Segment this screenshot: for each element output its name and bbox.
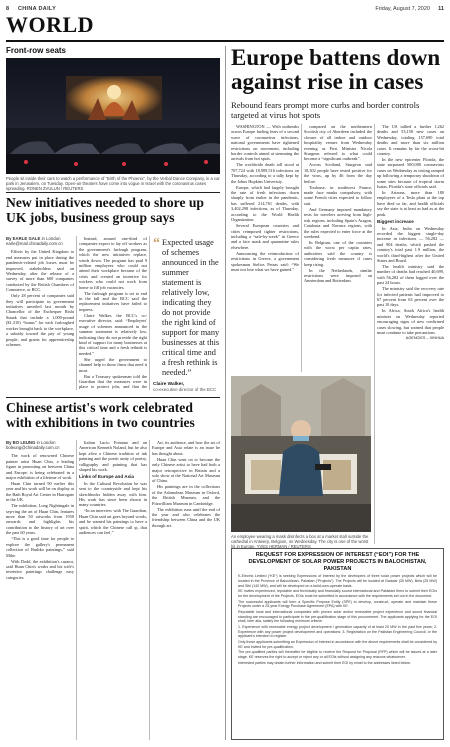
- art-paragraph: Huan Chin turned 90 earlier this year and his work will be on display at the Bath Royal Art Center in Harrogate in the UK.: [6, 481, 74, 503]
- art-column-2: [79, 440, 147, 740]
- art-paragraph: With Dodd, the exhibition's curator, said Huan Chin's works and his wife's inventive paintings challenge easy categories.: [6, 558, 74, 580]
- europe-agency-credit: AGENCIES – XINHUA: [405, 336, 444, 340]
- jobs-column-2: [79, 236, 147, 390]
- jobs-paragraph: She urged the government to channel help to those firms that need it most.: [79, 356, 147, 373]
- jobs-byline-location: in London: [41, 236, 61, 241]
- europe-paragraph: The worldwide death toll stood at 707,724 with 18,909,516 infections on Thursday, according to a tally kept by the Johns Hopkins University.: [231, 162, 299, 184]
- jobs-column-1: [6, 236, 74, 390]
- art-paragraph: “In an interview with The Guardian, Huan Chin said art goes beyond words, and he wanted his paintings to have a spirit, which the Chinese call qi, that audiences can feel.”: [79, 508, 147, 536]
- column-divider: [301, 124, 302, 372]
- europe-paragraph: WASHINGTON — With outbreaks across Europe fueling fears of a second wave of coronavirus infections, national governments have tightened restrictions on movement, including border controls aimed at stemming the arrivals from hot spots.: [231, 124, 299, 162]
- rfp-paragraph: Only those applicants submitting an Expression of Interest in accordance with the above requirements shall be considered by KE and invited for pre-qualification.: [238, 640, 437, 649]
- page-column-divider: [225, 46, 226, 740]
- jobs-byline: [6, 236, 74, 246]
- europe-paragraph: The health ministry said the number of deaths had reached 40,699, with 56,282 of them logged over the past 24 hours.: [377, 263, 444, 286]
- page-number-left: 8: [6, 6, 10, 12]
- art-column-3: [152, 440, 220, 740]
- europe-paragraph: The ministry said the recovery rate for infected patients had improved to 67 percent from 63 percent over the past 10 days.: [377, 286, 444, 308]
- europe-paragraph: In Asia, India on Wednesday recorded the biggest single-day increase in infections — 56,282 — and 904 deaths, which pushed the country's total past 1.9 million, the world's third-highest after the United States and Brazil.: [377, 225, 444, 263]
- art-paragraph: His paintings are in the collections of the Ashmolean Museum in Oxford, the British Museum, and the Fitzwilliam Museum in Cambridge.: [152, 484, 220, 506]
- newspaper-name: CHINA DAILY: [18, 6, 57, 12]
- art-subheading: Links of Europe and Asia: [79, 474, 134, 480]
- art-paragraph: “This is a good time for people to explore the gallery's permanent collection of Bashko paintings,” said Mike.: [6, 536, 74, 558]
- pull-quote-text: Expected usage of schemes announced in the summer statement is relatively low, indicating they do not provide the right kind of support for many businesses at this critical time and a fresh rethink is needed.”: [162, 238, 220, 377]
- jobs-paragraph: Only 28 percent of companies said they will participate in government initiatives unveiled last month by Chancellor of the Exchequer Rishi Sunak that include a 1,000-pound ($1,310) “bonus” for each furloughed worker brought back to the workplace, a subsidy toward the pay of young people, and grants for apprenticeship schemes.: [6, 293, 74, 347]
- jobs-byline-email: earle@mail.chinadaily.com.cn: [6, 241, 63, 247]
- art-column-1: [6, 440, 74, 740]
- art-paragraph: Italian Lucio Fontana and an American Kenneth Noland, but he also kept alive a Chinese tradition of ink painting and the poetic unity of poetry, calligraphy and painting that has shaped his work.: [79, 440, 147, 473]
- column-divider: [149, 236, 150, 390]
- art-byline-name: By BO LEUNG: [6, 440, 36, 445]
- rfp-paragraph: KE invites experienced, reputable and technically and financially sound international and Pakistani firms to submit their EOIs for the development of the Projects. EOIs must be submitted in accordance with the requirements set out in the document.: [238, 589, 437, 598]
- jobs-top-rule: [6, 192, 220, 193]
- rfp-advertisement: [231, 548, 444, 740]
- europe-paragraph: Across Scotland, Sturgeon said 18,302 people have tested positive for the virus, up by 46 from the day before.: [304, 162, 372, 184]
- europe-column-3: [377, 124, 444, 544]
- art-paragraph: The work of renowned Chinese painter artist Huan Chin, a leading figure in promoting art between China and Europe, is being celebrated in a major exhibition of a lifetime of work.: [6, 453, 74, 481]
- europe-paragraph: Announcing the reintroduction of restrictions in Greece, a government spokesman Stelios Petsas said: “We must not lose what we have gained.”: [231, 250, 299, 272]
- issue-date: Friday, August 7, 2020: [375, 6, 430, 12]
- rfp-title: REQUEST FOR EXPRESSION OF INTEREST (“EOI”) FOR THE DEVELOPMENT OF SOLAR POWER PROJECTS IN BALOCHISTAN, PAKISTAN: [248, 552, 427, 572]
- europe-paragraph: In Belgium, one of the countries with the worst per capita rates, authorities said the country is considering fresh measures if cases keep rising.: [304, 239, 372, 267]
- column-divider: [374, 124, 375, 544]
- drive-in-theater-photo: [6, 58, 220, 174]
- section-rule: [6, 40, 444, 42]
- jobs-byline-name: By EARLE GALE: [6, 236, 41, 241]
- pull-quote-title: co-executive director of the BCC: [153, 387, 217, 392]
- front-row-caption: People sit inside their cars to watch a performance of “Birth of the Phoenix”, by the Verbal Dance Company, in a car park in Jerusalem, on Tuesday. Open-air theaters have come into vogue in Israel with the coronavirus cases spreading. RONEN ZVULUN / REUTERS: [6, 176, 220, 192]
- antwerp-market-photo: [231, 376, 371, 532]
- europe-subheading: Biggest increase: [377, 219, 414, 225]
- jobs-paragraph: Claire Walker, the BCC's co-executive director, said: “Employers' usage of schemes announced in the summer statement is relatively low, indicating they do not provide the right kind of support for many businesses at this critical time and a fresh rethink is needed.”: [79, 312, 147, 356]
- europe-paragraph: In the new epicenter Florida, the state surpassed 500,000 coronavirus cases on Wednesday as testing ramped up following a temporary shutdown of some sites because of tropical storm Isaias, Florida's state officials said.: [377, 157, 444, 190]
- europe-paragraph: And Germany imposed mandatory tests for travelers arriving from high-risk regions, including Spain's Aragon, Catalonia and Navarra regions, with the rules expected to enter force at the weekend.: [304, 206, 372, 239]
- rfp-paragraph: The pre-qualified parties will thereafter be eligible to receive the Request for Proposal (RFP) which will be issued at a later stage. KE reserves the right to accept or reject any or all EOIs without assigning any reasons whatsoever.: [238, 650, 437, 660]
- art-paragraph: The exhibition runs until the end of the year and also celebrates the friendship between China and the UK through art.: [152, 506, 220, 528]
- art-byline-location: in London: [36, 440, 56, 445]
- europe-paragraph: In the Netherlands, similar restrictions were imposed on Amsterdam and Rotterdam.: [304, 267, 372, 284]
- art-byline: [6, 440, 74, 450]
- europe-paragraph: In Arizona, more than 180 employees of a Tesla plant at the top have died so far, and health officials say the state is at least as bad as at the peak.: [377, 190, 444, 217]
- art-byline-email: boleung@chinadaily.com.cn: [6, 445, 60, 451]
- europe-paragraph: Europe, which had largely brought the rate of fresh infections down sharply from earlier in the pandemic, has suffered 214,761 deaths, with 3,402,298 infections, as of Thursday, according to the World Health Organization.: [231, 184, 299, 223]
- column-divider: [149, 440, 150, 740]
- antwerp-caption: An employee wearing a mask disinfects a box at a market stall outside the cathedral in Antwerp, Belgium, on Wednesday. The city is one of the worst hit in Europe. YVES HERMAN / REUTERS: [231, 534, 369, 550]
- quote-mark-icon: “: [153, 236, 160, 251]
- europe-headline: Europe battens down against rise in cases: [231, 45, 441, 94]
- rfp-paragraph: The successful applicants will form a Specific Purpose Entity (SPE) to develop, construct, operate and maintain these Projects under a 25-year Energy Purchase Agreement (EPA) with KE.: [238, 599, 437, 609]
- rfp-paragraph: Reputable local and international companies with proven solar and/or renewable project experience and sound financial standing are encouraged to participate in the pre-qualification stage of this procurement. The applicants applying for the EOI shall, inter alia, satisfy the following minimum criteria:: [238, 610, 437, 624]
- europe-paragraph: Several European countries and cities reimposed tighter restrictions, including a “safe-by-week” in Greece and a face mask and quarantine rules elsewhere.: [231, 223, 299, 250]
- europe-deck: Rebound fears prompt more curbs and border controls targeted at virus hot spots: [231, 100, 420, 120]
- art-paragraph: In the Cultural Revolution he was sent to the countryside and kept his sketchbooks hidden away with him. His work has since been shown in many countries.: [79, 480, 147, 508]
- jobs-paragraph: The furlough program is set to end in the fall and the BCC said the replacement initiatives have failed to impress.: [79, 290, 147, 312]
- rfp-paragraph: 1. Experience with renewable energy project development / generation capacity of at least 20 MW in the past five years; 2. Experience with any power project development and operations; 3. Registration on the Pakistan Engineering Council, or the applicant's intention to register.: [238, 625, 437, 639]
- jobs-paragraph: Instead, around one-third of companies expect to lay off workers as the government's furlough program, which the new initiatives replace, winds down. The program has paid 9 million employees who could not attend their workplace because of the crisis and created an incentive for workers who could not work from home to fill job vacancies.: [79, 236, 147, 290]
- rfp-paragraph: Interested parties may obtain further information and submit their EOI by email to the addresses listed below.: [238, 660, 411, 665]
- page-number-right: 11: [438, 6, 444, 12]
- rfp-body: [232, 574, 443, 665]
- front-row-label: Front-row seats: [6, 46, 67, 55]
- jobs-pull-quote: [153, 238, 220, 392]
- art-paragraph: Art, its audience, and how the art of Europe and Asia relate is an issue he has thought about.: [152, 440, 220, 456]
- europe-column-2: [304, 124, 372, 372]
- europe-paragraph: The US tallied a further 1,262 deaths and 53,158 new cases on Wednesday, totaling 157,690 total deaths and more than six million cases. It remains by far the worst-hit country.: [377, 124, 444, 157]
- art-paragraph: Huan Chin went on to become the only Chinese artist to have had both a major retrospective in Britain and a solo show at the National Art Museum of China.: [152, 456, 220, 484]
- europe-paragraph: In Africa, South Africa's health minister on Wednesday reported encouraging signs of new confirmed cases slowing, but warned that people must continue to take precautions.: [377, 308, 444, 335]
- art-top-rule: [6, 397, 220, 398]
- section-title: WORLD: [6, 12, 95, 37]
- europe-paragraph: compared on the northeastern Scottish city of Aberdeen included the closure of all indoor and outdoor hospitality venues from Wednesday evening as First Minister Nicola Sturgeon referred to what could become a “significant outbreak”.: [304, 124, 372, 162]
- art-headline: Chinese artist's work celebrated with exhibitions in two countries: [6, 400, 195, 430]
- rfp-paragraph: K-Electric Limited (“KE”) is seeking Expressions of Interest by the developers of three solar power projects which will be located in the Province of Balochistan, Pakistan (“Projects”). The Projects will be located at Gwadar (35 MW), Bela (25 MW) and Sibi (140 MW), and will be developed on a build-own-operate basis.: [238, 574, 437, 588]
- jobs-headline: New initiatives needed to shore up UK jobs, business group says: [6, 195, 204, 225]
- jobs-paragraph: Efforts by the United Kingdom to end measures put in place during the pandemic-related job losses must be improved, stakeholders said on Wednesday, after the release of a survey of more than 600 companies conducted by the British Chambers of Commerce, or BCC.: [6, 249, 74, 293]
- jobs-paragraph: But a Treasury spokesman told the Guardian that the measures were in place to protect jobs, and that the: [79, 373, 147, 390]
- column-divider: [76, 236, 77, 390]
- column-divider: [76, 440, 77, 740]
- art-paragraph: The exhibition, Long Nightingale in sep-ring the art of Huan Chin, features more than 50 artworks from 1950 onwards and highlights his contribution to the history of art over the past 60 years.: [6, 503, 74, 536]
- europe-paragraph: Toulouse, in southwest France, made face masks compulsory, with some French cities expected to follow suit.: [304, 184, 372, 206]
- pull-quote-speaker: Claire Walker,: [153, 382, 185, 387]
- europe-column-1: [231, 124, 299, 372]
